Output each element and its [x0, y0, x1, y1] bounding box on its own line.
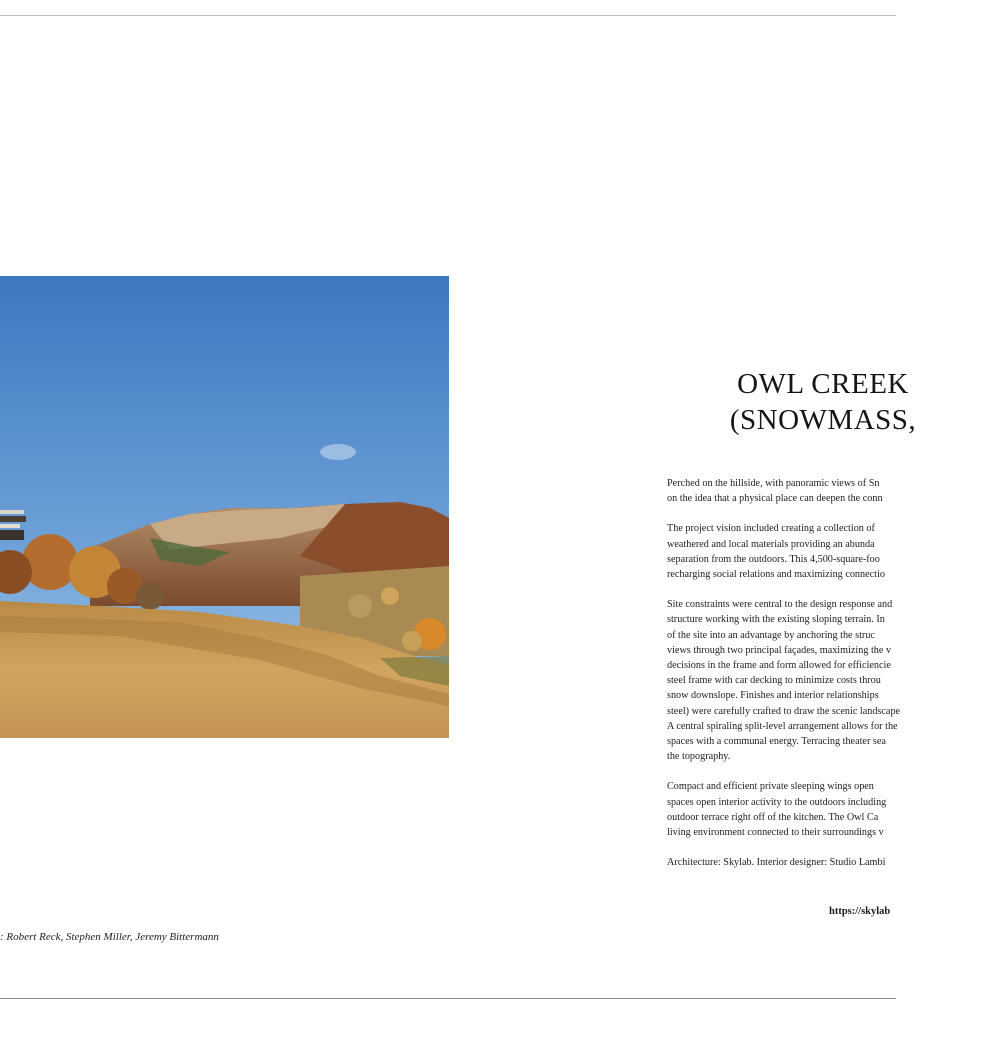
- text-line: snow downslope. Finishes and interior relationships: [667, 690, 879, 702]
- text-line: views through two principal façades, maximizing the v: [667, 644, 892, 656]
- paragraph-3: [667, 597, 997, 764]
- paragraph-1: [667, 476, 997, 506]
- text-line: living environment connected to their surroundings v: [667, 827, 884, 839]
- article-body: [667, 476, 997, 885]
- text-line: Perched on the hillside, with panoramic views of Sn: [667, 478, 880, 489]
- text-line: steel) were carefully crafted to draw the scenic landscape: [667, 705, 901, 717]
- text-line: recharging social relations and maximizing connectio: [667, 569, 885, 581]
- bottom-divider: [0, 998, 896, 999]
- text-line: separation from the outdoors. This 4,500-square-foo: [667, 553, 880, 565]
- top-divider: [0, 15, 896, 16]
- landscape-photo-image: [0, 276, 449, 738]
- text-line: of the site into an advantage by anchoring the struc: [667, 629, 875, 641]
- text-line: decisions in the frame and form allowed for efficiencie: [667, 660, 891, 672]
- text-line: spaces with a communal energy. Terracing theater sea: [667, 736, 886, 748]
- text-line: spaces open interior activity to the outdoors including: [667, 796, 887, 808]
- paragraph-4: [667, 779, 997, 840]
- text-line: on the idea that a physical place can deepen the conn: [667, 493, 883, 505]
- title-line-2: (SNOWMASS,: [729, 404, 917, 436]
- text-line: A central spiraling split-level arrangement allows for the: [667, 720, 898, 732]
- text-line: The project vision included creating a collection of: [667, 523, 875, 535]
- text-line: the topography.: [667, 751, 731, 763]
- text-line: steel frame with car decking to minimize costs throu: [667, 675, 881, 687]
- paragraph-2: [667, 521, 997, 582]
- text-line: outdoor terrace right off of the kitchen. The Owl Ca: [667, 811, 879, 823]
- landscape-photo: [0, 276, 449, 738]
- website-link[interactable]: https://skylab: [829, 906, 891, 917]
- page-title: [693, 366, 953, 438]
- text-line: Compact and efficient private sleeping wings open: [667, 781, 874, 793]
- paragraph-5: [667, 855, 997, 870]
- photo-credit: : Robert Reck, Stephen Miller, Jeremy Bittermann: [0, 931, 219, 943]
- text-line: Site constraints were central to the design response and: [667, 599, 893, 611]
- text-line: Architecture: Skylab. Interior designer: Studio Lambi: [667, 857, 886, 869]
- title-line-1: OWL CREEK: [737, 368, 909, 400]
- text-line: weathered and local materials providing an abunda: [667, 538, 875, 550]
- text-line: structure working with the existing sloping terrain. In: [667, 614, 885, 626]
